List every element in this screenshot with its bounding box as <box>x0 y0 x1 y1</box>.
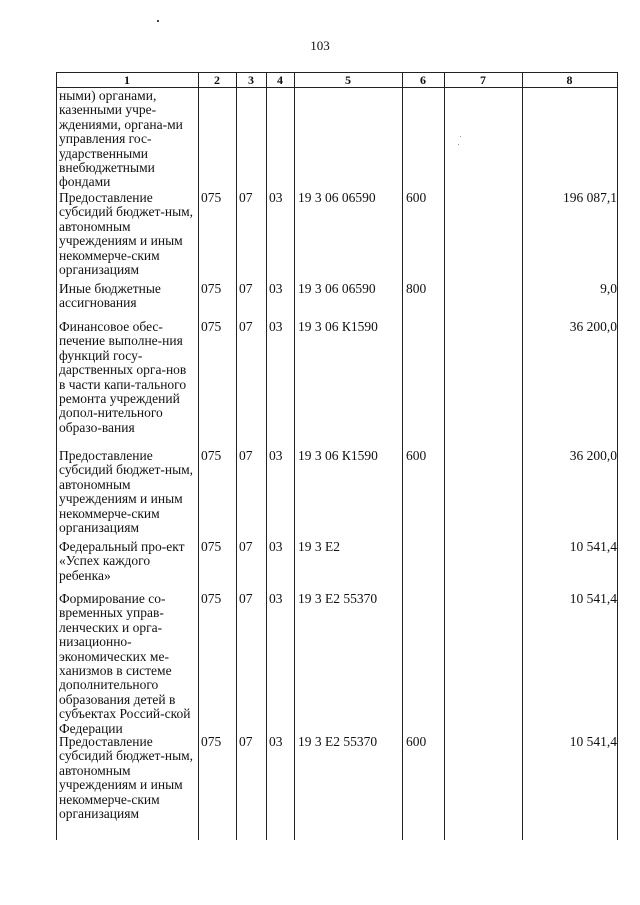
row-section: 07 <box>239 190 253 205</box>
row-ministry-code: 075 <box>201 190 222 205</box>
row-amount: 10 541,4 <box>569 539 617 554</box>
row-target-code: 19 3 Е2 55370 <box>298 591 378 606</box>
row-name: Предоставление субсидий бюджет-ным, автономным учреждениям и иным некоммерче-ским организациям <box>59 190 194 278</box>
row-expense-type: 600 <box>406 190 427 205</box>
row-amount: 9,0 <box>600 281 617 296</box>
header-col-8: 8 <box>566 73 573 87</box>
row-amount: 196 087,1 <box>563 190 617 205</box>
row-target-code: 19 3 Е2 55370 <box>298 734 378 749</box>
header-col-7: 7 <box>480 73 486 87</box>
row-name: ными) органами, казенными учре-ждениями, органа-ми управления гос-ударственными внебюджетными фондами <box>59 88 183 190</box>
row-section: 07 <box>239 319 253 334</box>
column-border <box>402 72 403 840</box>
row-amount: 36 200,0 <box>569 319 617 334</box>
row-subsection: 03 <box>269 319 283 334</box>
row-expense-type: 600 <box>406 734 427 749</box>
row-ministry-code: 075 <box>201 448 222 463</box>
column-border <box>56 72 57 840</box>
row-name: Иные бюджетные ассигнования <box>59 281 161 311</box>
page-number: 103 <box>310 38 330 53</box>
row-name: Финансовое обес-печение выполне-ния функций госу-дарственных орга-нов в части капи-тального ремонта учреждений допол-нительного образо-вания <box>59 319 187 435</box>
row-section: 07 <box>239 539 253 554</box>
column-border <box>236 72 237 840</box>
row-name: Предоставление субсидий бюджет-ным, автономным учреждениям и иным некоммерче-ским организациям <box>59 448 194 536</box>
row-subsection: 03 <box>269 448 283 463</box>
header-col-1: 1 <box>124 73 130 87</box>
row-amount: 10 541,4 <box>569 591 617 606</box>
row-target-code: 19 3 Е2 <box>298 539 340 554</box>
row-ministry-code: 075 <box>201 539 222 554</box>
header-col-5: 5 <box>345 73 351 87</box>
header-col-4: 4 <box>277 73 283 87</box>
scan-speck <box>460 136 461 137</box>
row-ministry-code: 075 <box>201 734 222 749</box>
row-subsection: 03 <box>269 734 283 749</box>
scan-speck <box>458 144 459 145</box>
row-ministry-code: 075 <box>201 281 222 296</box>
row-amount: 10 541,4 <box>569 734 617 749</box>
header-col-2: 2 <box>214 73 220 87</box>
column-border <box>617 72 618 840</box>
column-border <box>522 72 523 840</box>
scan-mark <box>157 20 159 22</box>
row-subsection: 03 <box>269 281 283 296</box>
row-subsection: 03 <box>269 539 283 554</box>
row-name: Федеральный про-ект «Успех каждого ребенка» <box>59 539 185 583</box>
row-amount: 36 200,0 <box>569 448 617 463</box>
row-name: Формирование со-временных управ-ленческих и орга-низационно-экономических ме-ханизмов в системе дополнительного образования детей в субъектах Россий-ской Федерации <box>59 591 191 736</box>
column-border <box>266 72 267 840</box>
header-col-6: 6 <box>420 73 426 87</box>
row-section: 07 <box>239 734 253 749</box>
column-border <box>444 72 445 840</box>
row-target-code: 19 3 06 06590 <box>298 190 376 205</box>
header-col-3: 3 <box>248 73 254 87</box>
row-subsection: 03 <box>269 190 283 205</box>
row-target-code: 19 3 06 06590 <box>298 281 376 296</box>
row-name: Предоставление субсидий бюджет-ным, автономным учреждениям и иным некоммерче-ским организациям <box>59 734 194 822</box>
row-subsection: 03 <box>269 591 283 606</box>
row-target-code: 19 3 06 К1590 <box>298 448 378 463</box>
budget-table <box>56 72 618 840</box>
row-section: 07 <box>239 281 253 296</box>
row-ministry-code: 075 <box>201 319 222 334</box>
row-expense-type: 800 <box>406 281 427 296</box>
row-ministry-code: 075 <box>201 591 222 606</box>
row-section: 07 <box>239 448 253 463</box>
row-target-code: 19 3 06 К1590 <box>298 319 378 334</box>
column-border <box>198 72 199 840</box>
row-section: 07 <box>239 591 253 606</box>
row-expense-type: 600 <box>406 448 427 463</box>
